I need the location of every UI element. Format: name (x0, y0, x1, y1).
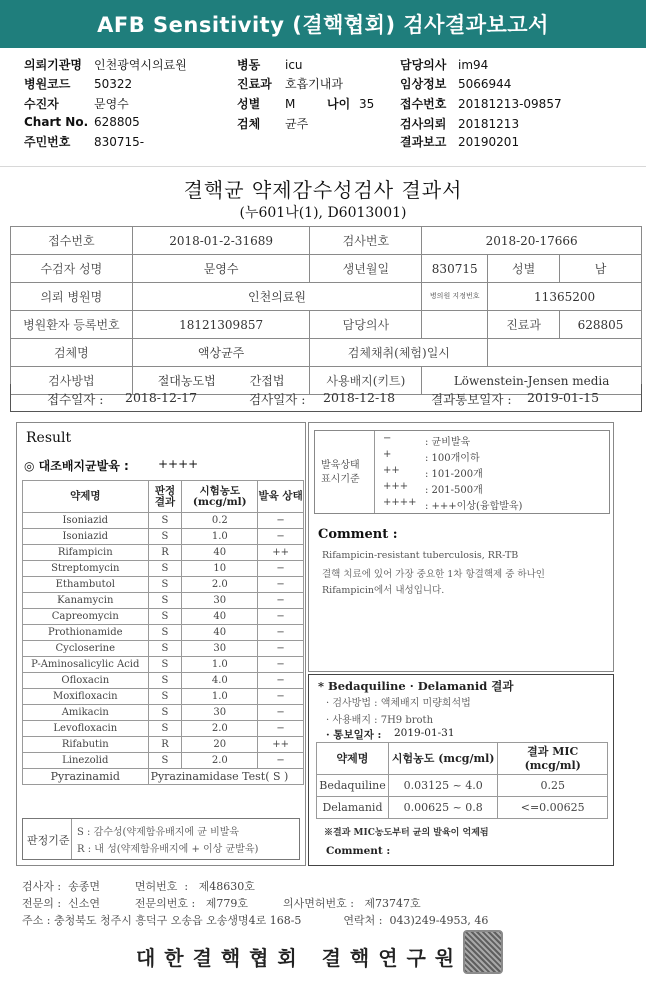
method-indirect: 간접법 (249, 374, 285, 388)
report-header-table (10, 226, 642, 395)
drug-judgement: R (148, 545, 182, 561)
comment-line-1: Rifampicin-resistant tuberculosis, RR-TB (322, 550, 519, 561)
drug-judgement: S (148, 593, 182, 609)
drug-concentration: 2.0 (182, 577, 258, 593)
drug-row (23, 705, 304, 721)
drug-growth: − (258, 705, 304, 721)
id-no-value: 830715- (94, 135, 145, 149)
drug-row (23, 593, 304, 609)
bdq-col-concentration: 시험농도 (mcg/ml) (388, 743, 497, 775)
drug-judgement: R (148, 737, 182, 753)
drug-growth: − (258, 721, 304, 737)
bdq-title: * Bedaquiline · Delamanid 결과 (318, 679, 514, 693)
hospital-code-label: 병원코드 (24, 77, 71, 91)
drug-concentration: 10 (182, 561, 258, 577)
hospital-label: 의뢰기관명 (24, 58, 82, 72)
hospital-value: 인천광역시의료원 (94, 58, 187, 72)
sex-cell-label: 성별 (488, 255, 560, 283)
growth-meaning: : 201-500개 (425, 485, 483, 496)
pza-result: Pyrazinamidase Test( S ) (148, 769, 303, 785)
drug-judgement: S (148, 561, 182, 577)
drug-row (23, 513, 304, 529)
drug-concentration: 30 (182, 705, 258, 721)
bdq-row-1-conc: 0.03125 ~ 4.0 (388, 775, 497, 797)
drug-growth: − (258, 689, 304, 705)
drug-growth: − (258, 641, 304, 657)
footer-line-2: 전문의 : 신소연 전문의번호 : 제779호 의사면허번호 : 제73747호 (22, 897, 421, 910)
age-value: 35 (359, 97, 375, 111)
drug-name: Isoniazid (23, 529, 149, 545)
drug-concentration: 20 (182, 737, 258, 753)
growth-symbol: − (383, 433, 392, 444)
drug-growth: − (258, 593, 304, 609)
bdq-row-2-drug: Delamanid (317, 797, 389, 819)
criteria-label: 판정기준 (27, 834, 70, 847)
drug-judgement: S (148, 705, 182, 721)
drug-name: Rifabutin (23, 737, 149, 753)
growth-legend (314, 430, 610, 514)
sex-label: 성별 (237, 97, 261, 111)
drug-judgement: S (148, 641, 182, 657)
control-growth-value: ++++ (158, 457, 199, 471)
col-growth-header: 발육 상태 (258, 481, 304, 513)
hospital-code-value: 50322 (94, 77, 133, 91)
test-date-label: 검사일자 : (249, 392, 306, 407)
growth-symbol: ++++ (383, 497, 417, 508)
report-dates (10, 384, 642, 412)
drug-growth: − (258, 609, 304, 625)
footer-line-1: 검사자 : 송종면 면허번호 : 제48630호 (22, 880, 255, 893)
criteria-box (22, 818, 300, 860)
test-date-value: 2018-12-18 (323, 390, 396, 405)
bdq-media: · 사용배지 : 7H9 broth (326, 715, 434, 726)
doctor-value: im94 (458, 58, 489, 72)
drug-row (23, 657, 304, 673)
footer-line-3: 주소 : 충청북도 청주시 흥덕구 오송읍 오송생명4로 168-5 연락처 : 043)249-4953, 46 (22, 914, 489, 927)
bdq-row-2-conc: 0.00625 ~ 0.8 (388, 797, 497, 819)
bdq-row-1-mic: 0.25 (498, 775, 608, 797)
doctor-cell-value (422, 311, 488, 339)
bdq-method: · 검사방법 : 액체배지 미량희석법 (326, 698, 471, 709)
received-date-value: 2018-12-17 (125, 390, 198, 405)
growth-symbol: + (383, 449, 392, 460)
criteria-s: S : 감수성(약제함유배지에 균 비발육 (77, 827, 240, 838)
notify-date-value: 2019-01-15 (527, 390, 600, 405)
specimen-name-value: 액상균주 (132, 339, 310, 367)
doctor-cell-label: 담당의사 (310, 311, 422, 339)
bdq-note: ※결과 MIC농도부터 균의 발육이 억제됨 (324, 828, 489, 838)
request-label: 검사의뢰 (400, 117, 447, 131)
drug-growth: − (258, 753, 304, 769)
sex-cell-value: 남 (560, 255, 642, 283)
specimen-value: 균주 (285, 117, 309, 131)
drug-judgement: S (148, 673, 182, 689)
growth-symbol: +++ (383, 481, 409, 492)
drug-judgement: S (148, 529, 182, 545)
patient-value: 문영수 (94, 97, 129, 111)
drug-row (23, 529, 304, 545)
bdq-col-drug: 약제명 (317, 743, 389, 775)
drug-judgement: S (148, 577, 182, 593)
comment-line-2: 결핵 치료에 있어 가장 중요한 1차 항결핵제 중 하나인 (322, 569, 545, 580)
method-label: 검사방법 (11, 367, 133, 395)
drug-concentration: 40 (182, 609, 258, 625)
drug-name: Kanamycin (23, 593, 149, 609)
drug-row (23, 689, 304, 705)
drug-name: P-Aminosalicylic Acid (23, 657, 149, 673)
doctor-label: 담당의사 (400, 58, 447, 72)
received-date-label: 접수일자 : (47, 392, 104, 407)
hospital-name-value: 인천의료원 (132, 283, 422, 311)
growth-meaning: : 101-200개 (425, 469, 483, 480)
request-value: 20181213 (458, 117, 520, 131)
registration-label: 병원환자 등록번호 (11, 311, 133, 339)
drug-concentration: 0.2 (182, 513, 258, 529)
control-growth-label: ◎ 대조배지균발육 : (24, 459, 129, 473)
drug-growth: − (258, 657, 304, 673)
collection-label: 검체채취(체험)일시 (310, 339, 488, 367)
drug-growth: ++ (258, 737, 304, 753)
col-concentration-header: 시험농도 (mcg/ml) (182, 481, 258, 513)
drug-name: Ethambutol (23, 577, 149, 593)
dob-value: 830715 (422, 255, 488, 283)
receipt-no-value: 2018-01-2-31689 (132, 227, 310, 255)
media-label: 사용배지(키트) (310, 367, 422, 395)
growth-meaning: : 100개이하 (425, 453, 480, 464)
seal-stamp (463, 930, 503, 974)
comment-title: Comment : (318, 527, 398, 542)
drug-row (23, 641, 304, 657)
growth-meaning: : +++이상(융합발육) (425, 501, 523, 512)
registration-value: 18121309857 (132, 311, 310, 339)
drug-name: Prothionamide (23, 625, 149, 641)
id-no-label: 주민번호 (24, 135, 71, 149)
dept-cell-value: 628805 (560, 311, 642, 339)
drug-name: Ofloxacin (23, 673, 149, 689)
bdq-table (316, 742, 608, 819)
drug-row (23, 545, 304, 561)
dept-cell-label: 진료과 (488, 311, 560, 339)
sex-value: M (285, 97, 296, 111)
drug-judgement: S (148, 609, 182, 625)
drug-name: Levofloxacin (23, 721, 149, 737)
drug-growth: − (258, 673, 304, 689)
bdq-row-2-mic: <=0.00625 (498, 797, 608, 819)
growth-legend-label: 발육상태 표시기준 (321, 460, 360, 485)
criteria-r: R : 내 성(약제함유배지에 + 이상 균발육) (77, 844, 259, 855)
drug-concentration: 40 (182, 625, 258, 641)
drug-name: Cycloserine (23, 641, 149, 657)
collection-value (488, 339, 642, 367)
hospital-code-cell-value: 11365200 (488, 283, 642, 311)
drug-row (23, 721, 304, 737)
col-judgement-header: 판정 결과 (148, 481, 182, 513)
drug-concentration: 1.0 (182, 657, 258, 673)
report-subtitle: (누601나(1), D6013001) (239, 205, 407, 221)
media-value: Löwenstein-Jensen media (422, 367, 642, 395)
col-drug-header: 약제명 (23, 481, 149, 513)
drug-judgement: S (148, 513, 182, 529)
drug-growth: − (258, 561, 304, 577)
drug-growth: − (258, 625, 304, 641)
drug-judgement: S (148, 753, 182, 769)
drug-name: Capreomycin (23, 609, 149, 625)
patient-name-value: 문영수 (132, 255, 310, 283)
drug-judgement: S (148, 689, 182, 705)
bdq-comment: Comment : (326, 845, 391, 857)
dept-value: 호흡기내과 (285, 77, 343, 91)
drug-concentration: 4.0 (182, 673, 258, 689)
drug-growth: − (258, 513, 304, 529)
bdq-row-1-drug: Bedaquiline (317, 775, 389, 797)
dept-label: 진료과 (237, 77, 272, 91)
report-date-value: 20190201 (458, 135, 520, 149)
report-date-label: 결과보고 (400, 135, 447, 149)
dob-label: 생년월일 (310, 255, 422, 283)
drug-judgement: S (148, 657, 182, 673)
drug-row (23, 561, 304, 577)
receipt-no-label: 접수번호 (11, 227, 133, 255)
drug-name: Isoniazid (23, 513, 149, 529)
drug-concentration: 1.0 (182, 529, 258, 545)
clinical-label: 임상정보 (400, 77, 447, 91)
drug-growth: − (258, 529, 304, 545)
notify-date-label: 결과통보일자 : (431, 392, 512, 407)
report-header (0, 0, 646, 48)
drug-row (23, 625, 304, 641)
receipt-value: 20181213-09857 (458, 97, 562, 111)
drug-row (23, 753, 304, 769)
drug-row (23, 673, 304, 689)
drug-results-body (23, 513, 304, 769)
bdq-date-label: · 통보일자 : (326, 729, 382, 741)
drug-growth: − (258, 577, 304, 593)
bdq-date-value: 2019-01-31 (394, 727, 455, 739)
patient-name-label: 수검자 성명 (11, 255, 133, 283)
drug-name: Rifampicin (23, 545, 149, 561)
hospital-code-cell-label: 병의원 지정번호 (422, 283, 488, 311)
age-label: 나이 (327, 97, 351, 111)
drug-name: Streptomycin (23, 561, 149, 577)
specimen-name-label: 검체명 (11, 339, 133, 367)
patient-label: 수진자 (24, 97, 59, 111)
report-title: 결핵균 약제감수성검사 결과서 (183, 178, 463, 202)
specimen-label: 검체 (237, 117, 261, 131)
drug-growth: ++ (258, 545, 304, 561)
growth-symbol: ++ (383, 465, 400, 476)
receipt-label: 접수번호 (400, 97, 447, 111)
method-absolute: 절대농도법 (157, 374, 216, 388)
drug-name: Linezolid (23, 753, 149, 769)
drug-concentration: 1.0 (182, 689, 258, 705)
header-title: AFB Sensitivity (결핵협회) 검사결과보고서 (97, 13, 549, 37)
pza-drug: Pyrazinamid (23, 769, 149, 785)
drug-row (23, 737, 304, 753)
ward-value: icu (285, 58, 303, 72)
drug-row (23, 577, 304, 593)
chart-no-label: Chart No. (24, 115, 89, 129)
clinical-value: 5066944 (458, 77, 512, 91)
drug-name: Amikacin (23, 705, 149, 721)
ward-label: 병동 (237, 58, 261, 72)
drug-judgement: S (148, 625, 182, 641)
bdq-col-mic: 결과 MIC (mcg/ml) (498, 743, 608, 775)
hospital-name-label: 의뢰 병원명 (11, 283, 133, 311)
growth-meaning: : 균비발육 (425, 437, 471, 448)
drug-row (23, 609, 304, 625)
test-no-label: 검사번호 (310, 227, 422, 255)
drug-concentration: 30 (182, 641, 258, 657)
chart-no-value: 628805 (94, 115, 140, 129)
drug-name: Moxifloxacin (23, 689, 149, 705)
drug-concentration: 2.0 (182, 753, 258, 769)
footer-organization: 대 한 결 핵 협 회 결 핵 연 구 원 (136, 946, 456, 970)
drug-concentration: 2.0 (182, 721, 258, 737)
drug-concentration: 40 (182, 545, 258, 561)
comment-line-3: Rifampicin에서 내성입니다. (322, 585, 445, 596)
drug-judgement: S (148, 721, 182, 737)
drug-concentration: 30 (182, 593, 258, 609)
result-title: Result (26, 430, 72, 446)
test-no-value: 2018-20-17666 (422, 227, 642, 255)
drug-results-table (22, 480, 304, 785)
